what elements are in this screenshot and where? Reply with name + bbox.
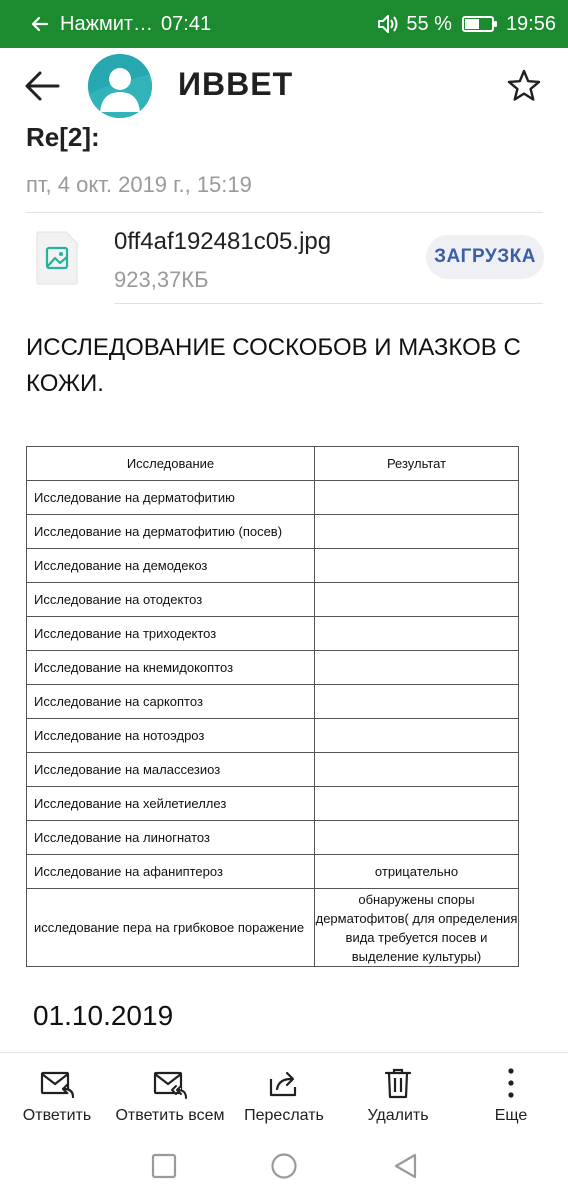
status-bar-right [376,13,556,36]
test-result [315,787,519,821]
test-result [315,583,519,617]
reply-all-icon [153,1067,187,1099]
test-result [315,515,519,549]
battery-icon [462,16,494,32]
test-name: Исследование на кнемидокоптоз [27,651,315,685]
back-button[interactable] [22,68,62,104]
image-file-icon[interactable] [36,231,78,285]
table-row [27,617,519,651]
table-row [27,787,519,821]
table-row [27,583,519,617]
home-icon[interactable] [270,1152,298,1180]
divider [26,212,543,213]
test-result [315,549,519,583]
message-subject: Re[2]: [26,122,100,152]
table-row [27,855,519,889]
trash-icon [381,1067,415,1099]
table-row [27,889,519,967]
table-row [27,821,519,855]
return-app-name[interactable]: Нажмит… [60,12,154,35]
test-name: Исследование на афаниптероз [27,855,315,889]
test-result [315,617,519,651]
table-row [27,685,519,719]
table-header-row [27,447,519,481]
forward-icon [267,1067,301,1099]
test-name: Исследование на демодекоз [27,549,315,583]
avatar [88,54,152,118]
test-name: Исследование на дерматофитию (посев) [27,515,315,549]
table-row [27,753,519,787]
sound-icon [376,13,400,35]
delete-label: Удалить [367,1107,429,1124]
test-result: обнаружены споры дерматофитов( для определения вида требуется посев и выделение культуры) [315,889,519,967]
table-row [27,719,519,753]
forward-label: Переслать [244,1107,324,1124]
test-name: Исследование на отодектоз [27,583,315,617]
download-button[interactable]: ЗАГРУЗКА [426,235,544,279]
battery-percent: 55 % [406,12,452,35]
table-row [27,481,519,515]
column-header-test: Исследование [27,447,315,481]
reply-all-label: Ответить всем [115,1107,225,1124]
test-result [315,821,519,855]
action-bar [0,1052,568,1134]
star-icon[interactable] [506,68,542,104]
status-bar-left [30,13,211,36]
delete-button[interactable] [350,1053,446,1135]
test-name: Исследование на линогнатоз [27,821,315,855]
test-name: Исследование на малассезиоз [27,753,315,787]
forward-button[interactable] [236,1053,332,1135]
more-label: Еще [494,1107,528,1124]
reply-icon [40,1067,74,1099]
attachment-filename[interactable]: 0ff4af192481c05.jpg [114,228,332,255]
reply-button[interactable] [8,1053,106,1135]
more-vertical-icon [494,1067,528,1099]
test-result [315,685,519,719]
attachment-size: 923,37КБ [114,267,209,292]
results-table [26,446,519,967]
test-result [315,753,519,787]
reply-all-button[interactable] [110,1053,230,1135]
navigation-bar [0,1134,568,1200]
person-icon [88,54,152,118]
column-header-result: Результат [315,447,519,481]
sender-name: ИВВЕТ [178,66,294,102]
test-name: Исследование на дерматофитию [27,481,315,515]
document-date: 01.10.2019 [33,1000,174,1031]
test-result [315,481,519,515]
more-button[interactable] [466,1053,556,1135]
back-arrow-icon[interactable] [30,14,50,34]
table-row [27,651,519,685]
clock: 19:56 [505,12,556,35]
document-title: ИССЛЕДОВАНИЕ СОСКОБОВ И МАЗКОВ С КОЖИ. [26,334,521,397]
test-result [315,651,519,685]
test-result: отрицательно [315,855,519,889]
status-bar [0,0,568,48]
recent-apps-icon[interactable] [150,1152,178,1180]
back-triangle-icon[interactable] [392,1152,420,1180]
reply-label: Ответить [22,1107,92,1124]
table-row [27,549,519,583]
message-datetime: пт, 4 окт. 2019 г., 15:19 [26,172,252,197]
test-name: Исследование на хейлетиеллез [27,787,315,821]
test-name: Исследование на саркоптоз [27,685,315,719]
test-name: исследование пера на грибковое поражение [27,889,315,967]
test-name: Исследование на нотоэдроз [27,719,315,753]
message-header [0,48,568,124]
test-result [315,719,519,753]
return-app-time: 07:41 [161,12,212,35]
divider [114,303,543,304]
table-row [27,515,519,549]
test-name: Исследование на триходектоз [27,617,315,651]
